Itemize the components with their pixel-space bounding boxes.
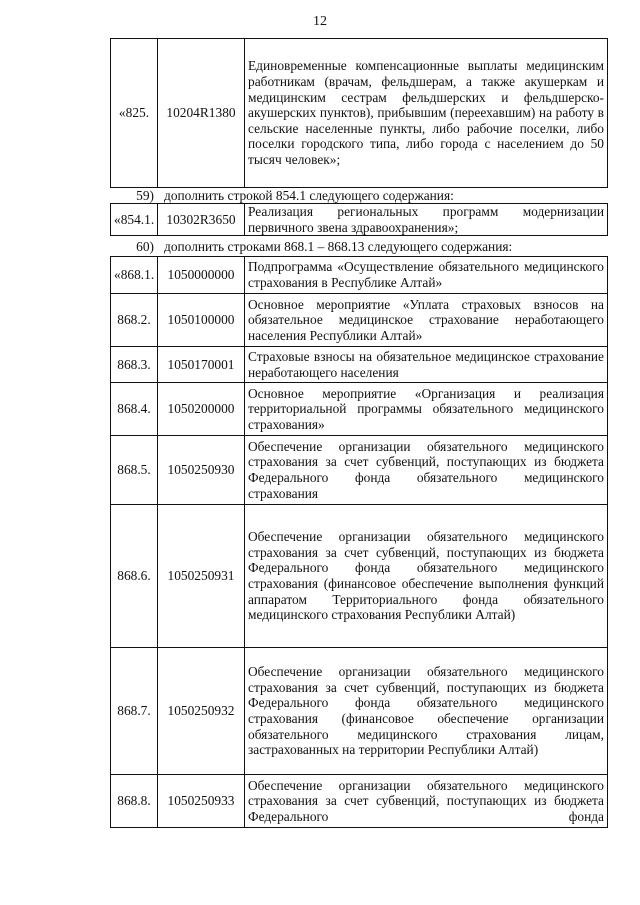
table-row (111, 383, 608, 436)
table-row (111, 775, 608, 828)
row-description: Подпрограмма «Осуществление обязательного медицинского страхования в Республике Алтай» (245, 257, 608, 294)
row-description: Единовременные компенсационные выплаты медицинским работникам (врачам, фельдшерам, а также акушеркам и медицинским сестрам фельдшерских и фельдшерско-акушерских пунктов), прибывшим (переехавшим) на работу в сельские населенные пункты, либо рабочие поселки, либо поселки городского типа, либо города с населением до 50 тысяч человек»; (245, 39, 608, 188)
row-number: «868.1. (111, 257, 158, 294)
row-number: «825. (111, 39, 158, 188)
table-row (111, 204, 608, 236)
row-description: Основное мероприятие «Уплата страховых взносов на обязательное медицинское страхование неработающего населения Республики Алтай» (245, 294, 608, 347)
budget-code: 1050200000 (158, 383, 245, 436)
budget-code-table-825 (110, 38, 608, 188)
row-number: 868.6. (111, 505, 158, 648)
row-description: Обеспечение организации обязательного медицинского страхования за счет субвенций, поступающих из бюджета Федерального фонда обязательного медицинского страхования (245, 436, 608, 505)
table-row (111, 436, 608, 505)
budget-code: 1050250930 (158, 436, 245, 505)
page-number: 12 (313, 14, 327, 29)
instruction-text: дополнить строкой 854.1 следующего содержания: (164, 188, 454, 203)
row-description: Основное мероприятие «Организация и реализация территориальной программы обязательного медицинского страхования» (245, 383, 608, 436)
budget-code: 1050100000 (158, 294, 245, 347)
row-description: Обеспечение организации обязательного медицинского страхования за счет субвенций, поступающих из бюджета Федерального фонда обязательного медицинского страхования (финансовое обеспечение выполнения функций аппаратом Территориального фонда обязательного медицинского страхования Республики Алтай) (245, 505, 608, 648)
row-number: 868.4. (111, 383, 158, 436)
table-row (111, 347, 608, 383)
budget-code-table-868 (110, 256, 608, 828)
row-number: 868.2. (111, 294, 158, 347)
table-row (111, 39, 608, 188)
budget-code: 1050170001 (158, 347, 245, 383)
budget-code-table-854 (110, 203, 608, 236)
budget-code: 10302R3650 (158, 204, 245, 236)
budget-code: 1050250931 (158, 505, 245, 648)
table-row (111, 294, 608, 347)
instruction-number: 59) (136, 188, 154, 203)
row-description: Обеспечение организации обязательного медицинского страхования за счет субвенций, поступающих из бюджета Федерального фонда обязательного медицинского страхования (финансовое обеспечение организации обязательного медицинского страхования лицам, застрахованных на территории Республики Алтай) (245, 648, 608, 775)
row-description: Реализация региональных программ модернизации первичного звена здравоохранения»; (245, 204, 608, 236)
instruction-60 (110, 239, 608, 254)
budget-code: 1050250933 (158, 775, 245, 828)
instruction-number: 60) (136, 239, 154, 254)
row-description: Страховые взносы на обязательное медицинское страхование неработающего населения (245, 347, 608, 383)
table-row (111, 257, 608, 294)
table-row (111, 648, 608, 775)
row-number: «854.1. (111, 204, 158, 236)
table-row (111, 505, 608, 648)
row-number: 868.7. (111, 648, 158, 775)
budget-code: 1050250932 (158, 648, 245, 775)
row-number: 868.8. (111, 775, 158, 828)
row-description: Обеспечение организации обязательного медицинского страхования за счет субвенций, поступающих из бюджета Федерального фонда (245, 775, 608, 828)
row-number: 868.3. (111, 347, 158, 383)
instruction-59 (110, 188, 608, 203)
budget-code: 10204R1380 (158, 39, 245, 188)
budget-code: 1050000000 (158, 257, 245, 294)
row-number: 868.5. (111, 436, 158, 505)
instruction-text: дополнить строками 868.1 – 868.13 следующего содержания: (164, 239, 513, 254)
